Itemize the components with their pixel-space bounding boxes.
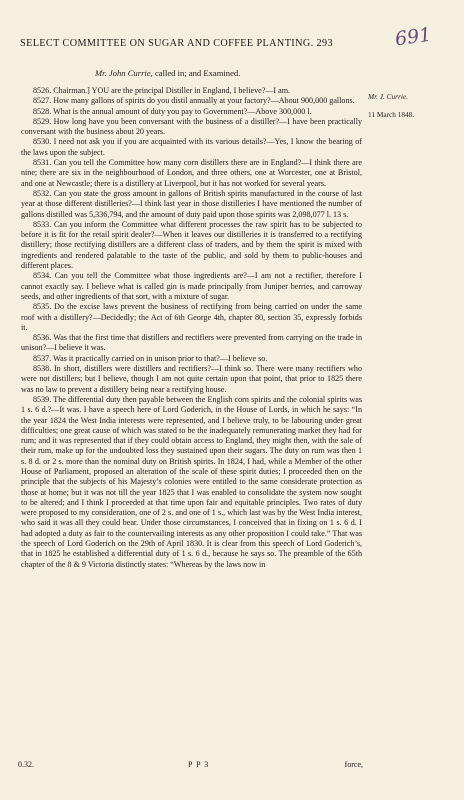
testimony-paragraph: 8537. Was it practically carried on in unison prior to that?—I believe so. [33,353,268,363]
margin-witness-name: Mr. J. Currie. [368,92,408,101]
testimony-paragraph: 8534. Can you tell the Committee what those ingredients are?—I am not a rectifier, therefore I cannot exactly say. I believe what is called gin is made principally from Juniper berries, and carroway seeds, and other ingredients of that sort, with a mixture of sugar. [21,271,362,301]
witness-rest: called in; and Examined. [154,68,241,78]
testimony-paragraph: 8538. In short, distillers were distillers and rectifiers?—I think so. There were many rectifiers who were not distillers; but I believe, though I am not quite certain upon that point, that prior to 1825 there was no law to prevent a distillery being near a rectifying house. [21,364,362,394]
testimony-paragraph: 8532. Can you state the gross amount in gallons of British spirits manufactured in the course of last year at those different distilleries?—I think last year in those distilleries I have mentioned the number of gallons distilled was 5,336,794, and the amount of duty paid upon those spirits was 2,098,077 l. 13 s. [21,188,362,219]
page-footer [18,760,363,772]
footer-code: 0.32. [18,760,34,769]
testimony-paragraph: 8530. I need not ask you if you are acquainted with its various details?—Yes, I know the bearing of the laws upon the subject. [21,137,362,157]
testimony-paragraph: 8535. Do the excise laws prevent the business of rectifying from being carried on under the same roof with a distillery?—Decidedly; the Act of 6th George 4th, chapter 80, section 35, expressly forbids it. [21,302,362,332]
testimony-paragraph: 8527. How many gallons of spirits do you distil annually at your factory?—About 900,000 gallons. [33,96,355,106]
testimony-paragraph: 8526. Chairman.] YOU are the principal Distiller in England, I believe?—I am. [33,86,291,95]
testimony-paragraph: 8533. Can you inform the Committee what different processes the raw spirit has to be subjected to before it is fit for the retail spirit dealer?—When it leaves our distilleries it is transferred to a rectifying distillery; those rectifying distillers are a different class of traders, and by them the spirit is mixed with ingredients and rendered palatable to the taste of the public, and sold by them to public-houses and different places. [21,219,362,271]
testimony-paragraph: 8531. Can you tell the Committee how many corn distillers there are in England?—I think there are nine; there are six in the neighbourhood of London, and three others, one at Worcester, one at Bristol, and one at Newcastle; there is a distillery at Liverpool, but it has not worked for several years. [21,158,362,188]
testimony-body [21,86,362,570]
handwritten-folio: 691 [393,23,433,51]
signature-mark: P P 3 [188,760,210,769]
witness-name: Mr. John Currie, [95,68,153,78]
catchword: force, [344,760,363,769]
testimony-paragraph: 8539. The differential duty then payable between the English corn spirits and the colonial spirits was 1 s. 6 d.?—It was. I have a speech here of Lord Goderich, in the House of Lords, in which he says: “In the year 1824 the West India interests were represented, and I believe truly, to be labouring under great difficulties; one great cause of which was stated to be the inadequately remunerating market they had for rum; and it was represented that if they could obtain access to England, they might then, with the sale of their rum, make up for the undoubted loss they sustained upon their sugars. The duty on rum was then 1 s. 8 d. or 2 s. more than the nominal duty on British spirits. In 1824, I had, while a Member of the other House of Parliament, proposed an alteration of the scale of these spirit duties; I proceeded then on the principle that the subjects of his Majesty’s colonies were entitled to the same considerate protection as those at home; but it was not till the year 1825 that I was enabled to consolidate the system now sought to be altered; and I think I proceeded at that time upon fair and equitable principles. Two rates of duty were proposed to my consideration, one of 2 s. and one of 1 s., which last was by the West India interest, who said it was all they could bear. Under those circumstances, I conceived that in fixing on 1 s. 6 d. I had adopted a duty as fair to the countervailing interests as any other proposition I could take.” That was the speech of Lord Goderich on the 29th of April 1830. It is clear from this speech of Lord Goderich’s, that in 1825 he established a differential duty of 1 s. 6 d., because he says so. The preamble of the 65th chapter of the 8 & 9 Victoria distinctly states: “Whereas by the laws now in [21,394,362,569]
running-header [20,38,360,49]
testimony-paragraph: 8528. What is the annual amount of duty you pay to Government?—Above 300,000 l. [33,106,312,116]
witness-line [95,68,240,78]
page-number: 293 [316,38,334,49]
testimony-paragraph: 8536. Was that the first time that distillers and rectifiers were prevented from carrying on the trade in unison?—I believe it was. [21,333,362,353]
running-title: SELECT COMMITTEE ON SUGAR AND COFFEE PLANTING. [20,38,314,49]
margin-date: 11 March 1848. [368,110,415,119]
testimony-paragraph: 8529. How long have you been conversant with the business of a distiller?—I have been practically conversant with the business about 20 years. [21,116,362,137]
